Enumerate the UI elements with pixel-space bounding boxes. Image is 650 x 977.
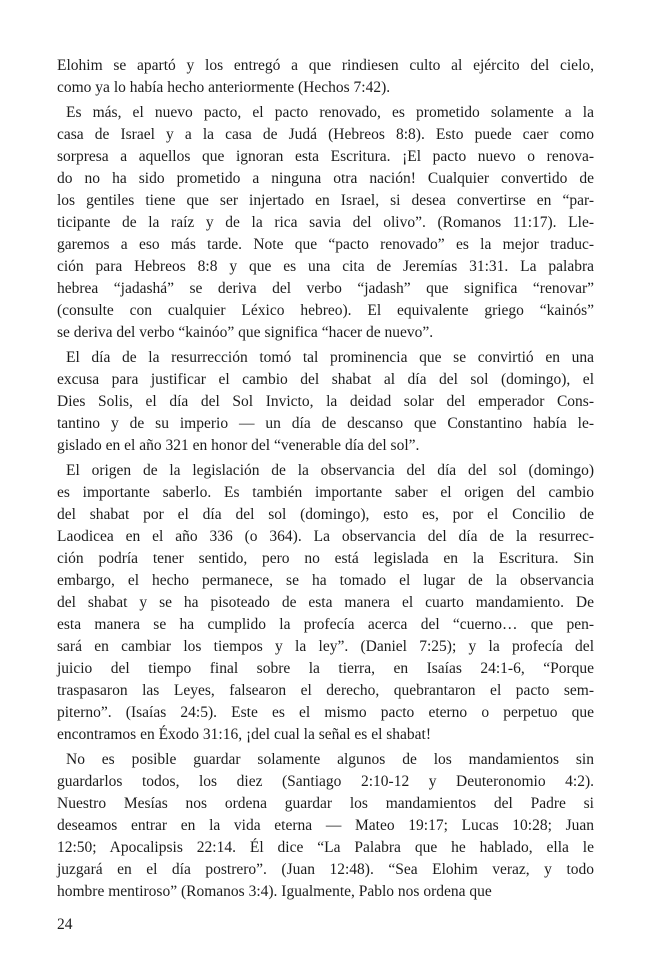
paragraph xyxy=(57,55,594,99)
text-line: hombre mentiroso” (Romanos 3:4). Igualmente, Pablo nos ordena que xyxy=(57,883,492,900)
text-line: ción podría tener sentido, pero no está legislada en la Escritura. Sin xyxy=(57,550,594,567)
text-line: encontramos en Éxodo 31:16, ¡del cual la señal es el shabat! xyxy=(57,726,432,743)
paragraph xyxy=(57,749,594,903)
text-line: hebrea “jadashá” se deriva del verbo “jadash” que significa “renovar” xyxy=(57,280,594,297)
text-line: El día de la resurrección tomó tal prominencia que se convirtió en una xyxy=(66,349,594,366)
text-line: piterno”. (Isaías 24:5). Este es el mismo pacto eterno o perpetuo que xyxy=(57,704,594,721)
text-line: ción para Hebreos 8:8 y que es una cita de Jeremías 31:31. La palabra xyxy=(57,258,594,275)
text-line: Laodicea en el año 336 (o 364). La observancia del día de la resurrec- xyxy=(57,528,594,545)
text-line: embargo, el hecho permanece, se ha tomado el lugar de la observancia xyxy=(57,572,594,589)
body-text-block xyxy=(57,55,594,903)
text-line: El origen de la legislación de la observancia del día del sol (domingo) xyxy=(66,462,594,479)
text-line: guardarlos todos, los diez (Santiago 2:10-12 y Deuteronomio 4:2). xyxy=(57,773,594,790)
paragraph xyxy=(57,460,594,746)
text-line: No es posible guardar solamente algunos de los mandamientos sin xyxy=(66,751,594,768)
text-line: do no ha sido prometido a ninguna otra nación! Cualquier convertido de xyxy=(57,170,594,187)
text-line: 12:50; Apocalipsis 22:14. Él dice “La Palabra que he hablado, ella le xyxy=(57,839,594,856)
text-line: sará en cambiar los tiempos y la ley”. (Daniel 7:25); y la profecía del xyxy=(57,638,594,655)
text-line: es importante saberlo. Es también importante saber el origen del cambio xyxy=(57,484,594,501)
text-line: juzgará en el día postrero”. (Juan 12:48). “Sea Elohim veraz, y todo xyxy=(57,861,594,878)
text-line: (consulte con cualquier Léxico hebreo). El equivalente griego “kainós” xyxy=(57,302,594,319)
paragraph xyxy=(57,347,594,457)
text-line: Nuestro Mesías nos ordena guardar los mandamientos del Padre si xyxy=(57,795,594,812)
text-line: Es más, el nuevo pacto, el pacto renovado, es prometido solamente a la xyxy=(66,104,594,121)
text-line: como ya lo había hecho anteriormente (Hechos 7:42). xyxy=(57,79,391,96)
text-line: deseamos entrar en la vida eterna — Mateo 19:17; Lucas 10:28; Juan xyxy=(57,817,594,834)
text-line: del shabat y se ha pisoteado de esta manera el cuarto mandamiento. De xyxy=(57,594,594,611)
text-line: casa de Israel y a la casa de Judá (Hebreos 8:8). Esto puede caer como xyxy=(57,126,594,143)
text-line: Elohim se apartó y los entregó a que rindiesen culto al ejército del cielo, xyxy=(57,57,594,74)
page-number: 24 xyxy=(57,916,73,933)
text-line: juicio del tiempo final sobre la tierra, en Isaías 24:1-6, “Porque xyxy=(57,660,594,677)
text-line: excusa para justificar el cambio del shabat al día del sol (domingo), el xyxy=(57,371,594,388)
text-line: garemos a eso más tarde. Note que “pacto renovado” es la mejor traduc- xyxy=(57,236,594,253)
text-line: tantino y de su imperio — un día de descanso que Constantino había le- xyxy=(57,415,594,432)
text-line: del shabat por el día del sol (domingo), esto es, por el Concilio de xyxy=(57,506,594,523)
text-line: gislado en el año 321 en honor del “venerable día del sol”. xyxy=(57,437,420,454)
text-line: sorpresa a aquellos que ignoran esta Escritura. ¡El pacto nuevo o renova- xyxy=(57,148,594,165)
text-line: esta manera se ha cumplido la profecía acerca del “cuerno… que pen- xyxy=(57,616,594,633)
text-line: Dies Solis, el día del Sol Invicto, la deidad solar del emperador Cons- xyxy=(57,393,594,410)
paragraph xyxy=(57,102,594,344)
text-line: los gentiles tiene que ser injertado en Israel, si desea convertirse en “par- xyxy=(57,192,594,209)
text-line: traspasaron las Leyes, falsearon el derecho, quebrantaron el pacto sem- xyxy=(57,682,594,699)
text-line: ticipante de la raíz y de la rica savia del olivo”. (Romanos 11:17). Lle- xyxy=(57,214,594,231)
text-line: se deriva del verbo “kainóo” que significa “hacer de nuevo”. xyxy=(57,324,434,341)
